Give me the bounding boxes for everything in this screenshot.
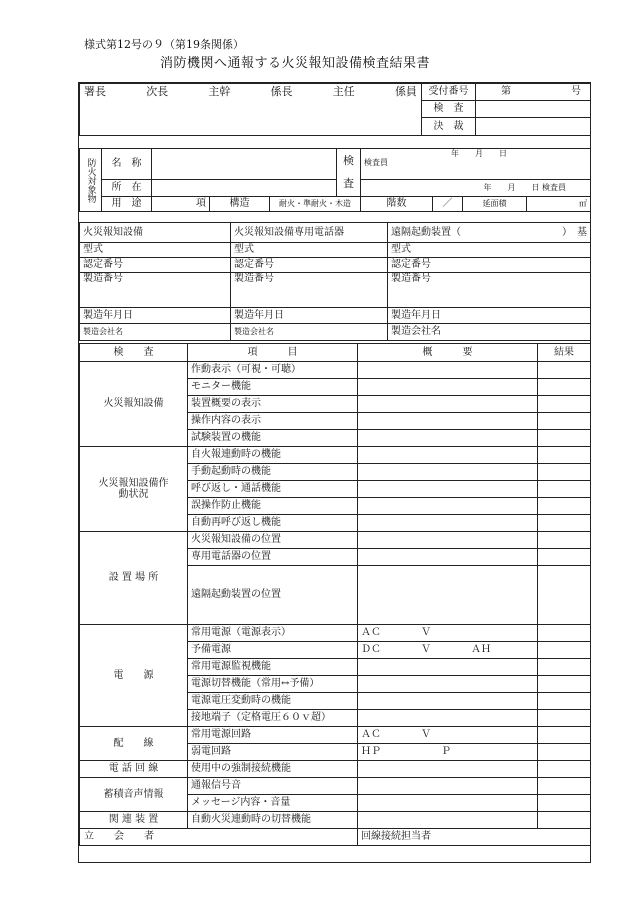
summary-cell[interactable] [358, 761, 538, 778]
maker-2: 製造会社名 [231, 324, 388, 341]
witness-label: 立 会 者 [80, 829, 358, 846]
item-row: 自火報連動時の機能 [188, 447, 358, 464]
result-cell[interactable] [538, 566, 591, 625]
group-related: 関 連 装 置 [80, 812, 188, 829]
item-row: 常用電源監視機能 [188, 659, 358, 676]
result-cell[interactable] [538, 447, 591, 464]
summary-cell[interactable] [358, 676, 538, 693]
serial-3: 製造番号 [388, 273, 591, 308]
receipt-go: 号 [571, 86, 581, 98]
summary-cell[interactable] [358, 481, 538, 498]
summary-cell[interactable] [358, 795, 538, 812]
target-table [79, 148, 591, 212]
item-row: 呼び返し・通話機能 [188, 481, 358, 498]
cert-3: 認定番号 [388, 258, 591, 273]
summary-hp[interactable] [358, 744, 538, 761]
receipt-number-field[interactable] [476, 84, 591, 101]
hp-unit: ＨＰ [361, 746, 381, 758]
result-cell[interactable] [538, 362, 591, 379]
summary-cell[interactable] [358, 659, 538, 676]
item-row: 自動火災連動時の切替機能 [188, 812, 358, 829]
inspection-field[interactable] [476, 101, 591, 118]
summary-ac[interactable] [358, 727, 538, 744]
result-cell[interactable] [538, 481, 591, 498]
result-cell[interactable] [538, 396, 591, 413]
result-cell[interactable] [538, 464, 591, 481]
result-cell[interactable] [538, 778, 591, 795]
model-1: 型式 [80, 243, 231, 258]
decision-label: 決 裁 [422, 118, 476, 136]
result-cell[interactable] [538, 676, 591, 693]
item-row: 装置概要の表示 [188, 396, 358, 413]
item-row: モニター機能 [188, 379, 358, 396]
role-manager: 主幹 [208, 85, 231, 98]
sqm-unit: ㎡ [527, 197, 591, 212]
dc-unit: ＤＣ [361, 644, 381, 656]
item-row: 接地端子（定格電圧６０ｖ超） [188, 710, 358, 727]
item-row: 遠隔起動装置の位置 [188, 566, 358, 625]
result-cell[interactable] [538, 532, 591, 549]
group-power: 電 源 [80, 625, 188, 727]
group-wiring: 配 線 [80, 727, 188, 761]
address-label: 所 在 [102, 180, 152, 197]
serial-1: 製造番号 [80, 273, 231, 308]
structure-options: 耐火・準耐火・木造 [270, 197, 361, 212]
group-voice: 蓄積音声情報 [80, 778, 188, 812]
ken-sa-label [337, 149, 361, 197]
item-row: 作動表示（可視・可聴） [188, 362, 358, 379]
head-item: 項 目 [188, 344, 358, 362]
approval-roles [80, 84, 422, 136]
use-kou: 項 [152, 197, 210, 212]
result-cell[interactable] [538, 413, 591, 430]
total-area-label: 延面積 [463, 197, 527, 212]
item-row: 専用電話器の位置 [188, 549, 358, 566]
floors-label: 階数 [361, 197, 433, 212]
item-row: 電源切替機能（常用↔予備） [188, 676, 358, 693]
structure-label: 構造 [210, 197, 270, 212]
ac-unit: ＡＣ [361, 627, 381, 639]
item-row: 電源電圧変動時の機能 [188, 693, 358, 710]
equip-col1: 火災報知設備 [80, 223, 231, 243]
item-row: 自動再呼び返し機能 [188, 515, 358, 532]
v-unit: Ｖ [421, 627, 431, 639]
group-location: 設 置 場 所 [80, 532, 188, 625]
line-contact-label: 回線接続担当者 [358, 829, 591, 846]
group-operation-status: 火災報知設備作動状況 [80, 447, 188, 532]
item-row: 誤操作防止機能 [188, 498, 358, 515]
result-cell[interactable] [538, 625, 591, 642]
item-row: 手動起動時の機能 [188, 464, 358, 481]
page-title: 消防機関へ通報する火災報知設備検査結果書 [160, 56, 431, 71]
item-row: メッセージ内容・音量 [188, 795, 358, 812]
summary-cell[interactable] [358, 549, 538, 566]
decision-field[interactable] [476, 118, 591, 136]
summary-cell[interactable] [358, 447, 538, 464]
item-row: 通報信号音 [188, 778, 358, 795]
result-cell[interactable] [538, 515, 591, 532]
receipt-number-label: 受付番号 [422, 84, 476, 101]
result-cell[interactable] [538, 693, 591, 710]
summary-dc[interactable] [358, 642, 538, 659]
summary-ac[interactable] [358, 625, 538, 642]
inspection-date-field[interactable] [361, 149, 591, 180]
result-cell[interactable] [538, 727, 591, 744]
role-chief: 署長 [84, 85, 106, 98]
approval-table [79, 83, 591, 136]
v-unit: Ｖ [421, 644, 431, 656]
ymd-text: 年 月 日 [451, 149, 508, 158]
group-phone-line: 電 話 回 線 [80, 761, 188, 778]
checks-table [79, 343, 591, 846]
maker-3: 製造会社名 [388, 324, 591, 341]
summary-cell[interactable] [358, 464, 538, 481]
model-3: 型式 [388, 243, 591, 258]
name-label: 名 称 [102, 149, 152, 180]
summary-cell[interactable] [358, 566, 538, 625]
summary-cell[interactable] [358, 379, 538, 396]
equip-col2: 火災報知設備専用電話器 [231, 223, 388, 243]
cert-2: 認定番号 [231, 258, 388, 273]
item-row: 火災報知設備の位置 [188, 532, 358, 549]
use-label: 用 途 [102, 197, 152, 212]
head-check: 検 査 [80, 344, 188, 362]
remote-starter-unit: ） 基 [562, 226, 587, 238]
result-cell[interactable] [538, 795, 591, 812]
head-summary: 概 要 [358, 344, 538, 362]
role-section-head: 係長 [270, 85, 293, 98]
summary-cell[interactable] [358, 710, 538, 727]
item-row: 常用電源（電源表示） [188, 625, 358, 642]
summary-cell[interactable] [358, 532, 538, 549]
summary-cell[interactable] [358, 778, 538, 795]
item-row: 試験装置の機能 [188, 430, 358, 447]
date-2: 製造年月日 [231, 308, 388, 324]
role-deputy: 次長 [146, 85, 169, 98]
equip-col3 [388, 223, 591, 243]
head-result: 結果 [538, 344, 591, 362]
v-unit: Ｖ [421, 729, 431, 741]
result-cell[interactable] [538, 710, 591, 727]
maker-1: 製造会社名 [80, 324, 231, 341]
ah-unit: ＡＨ [471, 644, 491, 656]
summary-cell[interactable] [358, 498, 538, 515]
name-field[interactable] [152, 149, 337, 180]
group-fire-alarm: 火災報知設備 [80, 362, 188, 447]
address-field[interactable] [152, 180, 337, 197]
inspection-label: 検 査 [422, 101, 476, 118]
sa-char: 査 [343, 176, 355, 190]
role-supervisor: 主任 [332, 85, 355, 98]
item-row: 常用電源回路 [188, 727, 358, 744]
item-row: 予備電源 [188, 642, 358, 659]
result-cell[interactable] [538, 549, 591, 566]
ken-char: 検 [343, 153, 355, 167]
result-cell[interactable] [538, 659, 591, 676]
summary-cell[interactable] [358, 515, 538, 532]
result-cell[interactable] [538, 498, 591, 515]
item-row: 使用中の強制接続機能 [188, 761, 358, 778]
date-3: 製造年月日 [388, 308, 591, 324]
result-cell[interactable] [538, 379, 591, 396]
inspector-text: 検査員 [364, 158, 389, 168]
result-cell[interactable] [538, 761, 591, 778]
result-cell[interactable] [538, 744, 591, 761]
equipment-table [79, 222, 591, 341]
receipt-dai: 第 [501, 86, 511, 98]
remote-starter-label: 遠隔起動装置（ [391, 226, 461, 238]
summary-cell[interactable] [358, 362, 538, 379]
cert-1: 認定番号 [80, 258, 231, 273]
item-row: 弱電回路 [188, 744, 358, 761]
summary-cell[interactable] [358, 693, 538, 710]
p-unit: Ｐ [441, 746, 451, 758]
role-staff: 係員 [394, 85, 417, 98]
summary-cell[interactable] [358, 812, 538, 829]
ac-unit: ＡＣ [361, 729, 381, 741]
result-cell[interactable] [538, 812, 591, 829]
model-2: 型式 [231, 243, 388, 258]
target-vertical-label: 防火対象物 [80, 149, 102, 212]
summary-cell[interactable] [358, 413, 538, 430]
floors-slash: ／ [433, 197, 463, 212]
date-1: 製造年月日 [80, 308, 231, 324]
form-id: 様式第12号の９（第19条関係） [84, 38, 244, 51]
summary-cell[interactable] [358, 396, 538, 413]
result-cell[interactable] [538, 642, 591, 659]
result-cell[interactable] [538, 430, 591, 447]
ymd2-text: 年 月 日 検査員 [361, 180, 591, 197]
inspection-form [78, 82, 591, 863]
summary-cell[interactable] [358, 430, 538, 447]
item-row: 操作内容の表示 [188, 413, 358, 430]
serial-2: 製造番号 [231, 273, 388, 308]
